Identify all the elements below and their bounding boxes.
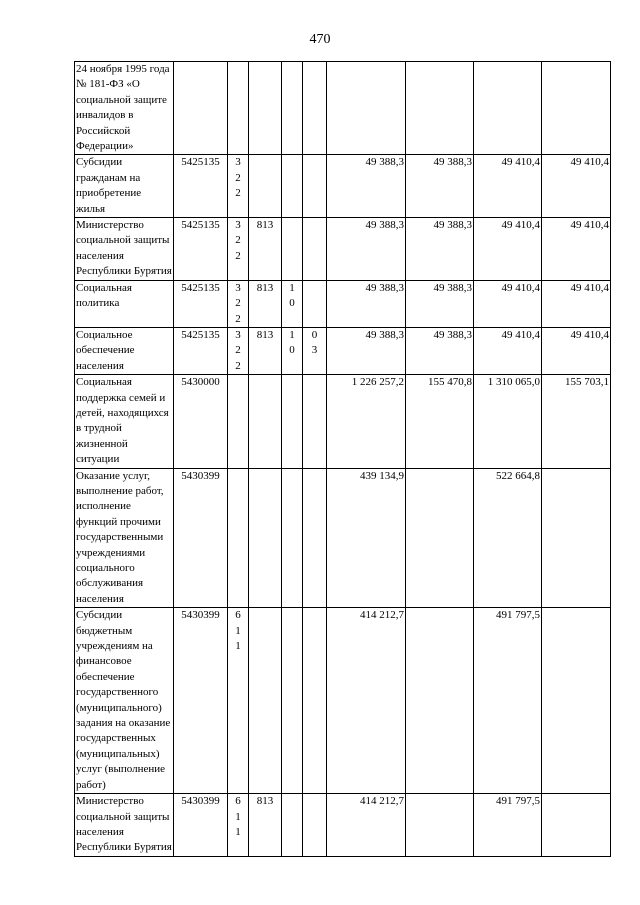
cell-name: Субсидии бюджетным учреждениям на финансовое обеспечение государственного (муниципального) задания на оказание государственных (муниципальных) услуг (выполнение работ) [75, 608, 174, 794]
cell-target-article: 5425135 [174, 155, 228, 218]
cell-amount-3: 491 797,5 [474, 608, 542, 794]
budget-table [74, 61, 611, 857]
table-row [75, 218, 611, 281]
cell-name: Оказание услуг, выполнение работ, исполнение функций прочими государственными учреждениями социального обслуживания населения [75, 468, 174, 608]
cell-target-article: 5430000 [174, 375, 228, 468]
cell-expense-type: 3 2 2 [228, 218, 249, 281]
cell-amount-1: 49 388,3 [327, 280, 406, 327]
table-row [75, 608, 611, 794]
cell-amount-2 [406, 62, 474, 155]
cell-amount-3: 49 410,4 [474, 280, 542, 327]
cell-subsection [303, 794, 327, 857]
cell-amount-2: 49 388,3 [406, 327, 474, 374]
cell-amount-4: 49 410,4 [542, 218, 611, 281]
cell-subsection: 0 3 [303, 327, 327, 374]
cell-expense-type [228, 62, 249, 155]
cell-amount-2 [406, 468, 474, 608]
cell-expense-type: 3 2 2 [228, 327, 249, 374]
cell-amount-2: 155 470,8 [406, 375, 474, 468]
cell-subsection [303, 608, 327, 794]
cell-amount-3: 522 664,8 [474, 468, 542, 608]
cell-ministry-code [249, 62, 282, 155]
cell-amount-1: 414 212,7 [327, 794, 406, 857]
cell-section [282, 62, 303, 155]
cell-amount-1: 49 388,3 [327, 155, 406, 218]
cell-section: 1 0 [282, 280, 303, 327]
cell-target-article: 5430399 [174, 608, 228, 794]
cell-amount-1: 439 134,9 [327, 468, 406, 608]
cell-expense-type: 6 1 1 [228, 608, 249, 794]
cell-amount-2 [406, 608, 474, 794]
cell-subsection [303, 375, 327, 468]
cell-section: 1 0 [282, 327, 303, 374]
cell-ministry-code [249, 468, 282, 608]
cell-target-article [174, 62, 228, 155]
cell-section [282, 218, 303, 281]
table-row [75, 280, 611, 327]
cell-amount-3: 49 410,4 [474, 155, 542, 218]
table-row [75, 794, 611, 857]
cell-amount-1: 49 388,3 [327, 327, 406, 374]
cell-ministry-code [249, 375, 282, 468]
cell-amount-3: 1 310 065,0 [474, 375, 542, 468]
cell-amount-4: 49 410,4 [542, 327, 611, 374]
cell-subsection [303, 218, 327, 281]
cell-amount-4 [542, 794, 611, 857]
cell-ministry-code: 813 [249, 794, 282, 857]
cell-subsection [303, 280, 327, 327]
cell-name: Социальная политика [75, 280, 174, 327]
page-number: 470 [309, 32, 331, 47]
cell-amount-3: 49 410,4 [474, 218, 542, 281]
cell-target-article: 5425135 [174, 280, 228, 327]
cell-target-article: 5430399 [174, 468, 228, 608]
cell-amount-4 [542, 608, 611, 794]
cell-amount-3 [474, 62, 542, 155]
cell-amount-4 [542, 468, 611, 608]
cell-amount-1: 1 226 257,2 [327, 375, 406, 468]
cell-target-article: 5425135 [174, 218, 228, 281]
cell-target-article: 5430399 [174, 794, 228, 857]
cell-name: 24 ноября 1995 года № 181-ФЗ «О социальной защите инвалидов в Российской Федерации» [75, 62, 174, 155]
cell-amount-4 [542, 62, 611, 155]
cell-section [282, 794, 303, 857]
cell-amount-4: 155 703,1 [542, 375, 611, 468]
cell-amount-4: 49 410,4 [542, 280, 611, 327]
cell-name: Министерство социальной защиты населения Республики Бурятия [75, 218, 174, 281]
cell-section [282, 608, 303, 794]
cell-amount-4: 49 410,4 [542, 155, 611, 218]
cell-expense-type: 3 2 2 [228, 155, 249, 218]
cell-amount-1: 49 388,3 [327, 218, 406, 281]
cell-name: Министерство социальной защиты населения Республики Бурятия [75, 794, 174, 857]
cell-section [282, 468, 303, 608]
cell-amount-3: 49 410,4 [474, 327, 542, 374]
cell-subsection [303, 155, 327, 218]
cell-ministry-code [249, 155, 282, 218]
cell-amount-1 [327, 62, 406, 155]
cell-name: Субсидии гражданам на приобретение жилья [75, 155, 174, 218]
cell-ministry-code [249, 608, 282, 794]
cell-amount-1: 414 212,7 [327, 608, 406, 794]
cell-ministry-code: 813 [249, 218, 282, 281]
cell-name: Социальная поддержка семей и детей, находящихся в трудной жизненной ситуации [75, 375, 174, 468]
table-row [75, 375, 611, 468]
cell-ministry-code: 813 [249, 327, 282, 374]
cell-subsection [303, 468, 327, 608]
table-row [75, 155, 611, 218]
table-row [75, 327, 611, 374]
cell-ministry-code: 813 [249, 280, 282, 327]
cell-expense-type [228, 375, 249, 468]
cell-section [282, 155, 303, 218]
cell-expense-type: 6 1 1 [228, 794, 249, 857]
cell-amount-2 [406, 794, 474, 857]
table-row [75, 468, 611, 608]
cell-amount-2: 49 388,3 [406, 280, 474, 327]
cell-amount-2: 49 388,3 [406, 218, 474, 281]
cell-section [282, 375, 303, 468]
cell-expense-type [228, 468, 249, 608]
cell-expense-type: 3 2 2 [228, 280, 249, 327]
cell-amount-3: 491 797,5 [474, 794, 542, 857]
cell-target-article: 5425135 [174, 327, 228, 374]
cell-subsection [303, 62, 327, 155]
cell-amount-2: 49 388,3 [406, 155, 474, 218]
table-row [75, 62, 611, 155]
cell-name: Социальное обеспечение населения [75, 327, 174, 374]
